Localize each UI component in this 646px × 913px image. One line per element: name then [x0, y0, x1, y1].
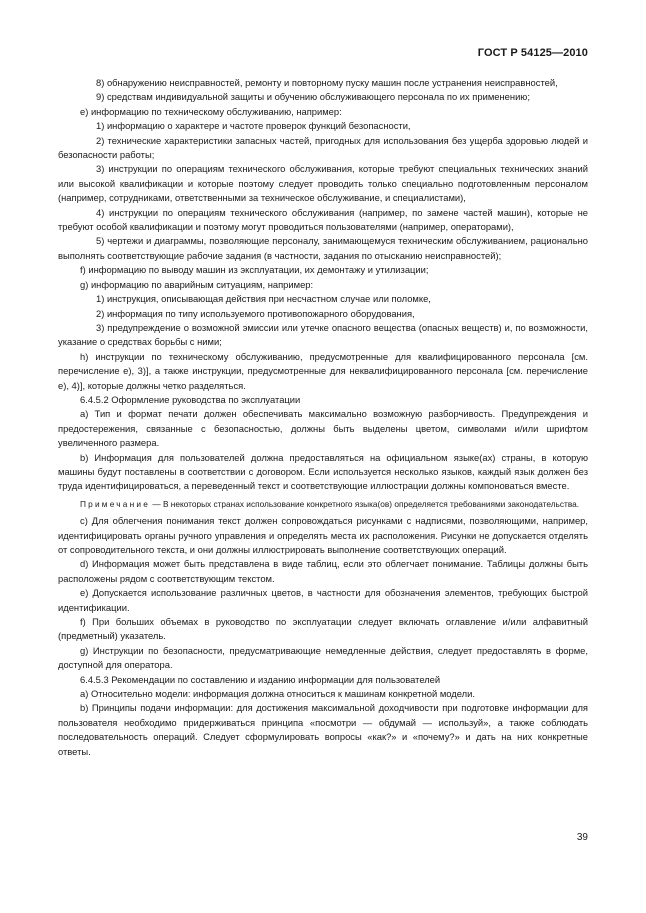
document-code: ГОСТ Р 54125—2010 — [477, 47, 588, 59]
page-number: 39 — [576, 832, 588, 843]
paragraph: c) Для облегчения понимания текст должен сопровождаться рисунками с надписями, позволяющими, например, идентифицировать органы ручного управления и определять места их расположения. Рисунки не допускается отделять от сопроводительного текста, и они должны иллюстрировать выполнение соответствующих операций. — [58, 515, 588, 555]
paragraph: h) инструкции по техническому обслуживанию, предусмотренные для квалифицированного персонала [см. перечисление е), 3)], а также инструкции, предусмотренные для неквалифицированного персонала [см. перечисление е), 4)], которые должны четко разделяться. — [58, 350, 588, 391]
paragraph: 9) средствам индивидуальной защиты и обучению обслуживающего персонала по их применению; — [96, 91, 530, 103]
paragraph: 1) информацию о характере и частоте проверок функций безопасности, — [96, 120, 411, 132]
paragraph: 5) чертежи и диаграммы, позволяющие персоналу, занимающемуся техническим обслуживанием, рационально выполнять соответствующие рабочие задания (в частности, задания по отысканию неисправностей); — [58, 235, 588, 261]
paragraph: g) информацию по аварийным ситуациям, например: — [80, 278, 314, 290]
paragraph: 1) инструкция, описывающая действия при несчастном случае или поломке, — [96, 293, 431, 305]
paragraph: 6.4.5.3 Рекомендации по составлению и изданию информации для пользователей — [80, 673, 441, 685]
paragraph: f) При больших объемах в руководство по эксплуатации следует включать оглавление и/или алфавитный (предметный) указатель. — [58, 616, 588, 642]
paragraph: b) Информация для пользователей должна предоставляться на официальном языке(ах) страны, в которую машины будут поставлены в соответствии с договором. Если используется несколько языков, каждый язык должен без труда идентифицироваться, а переведенный текст и соответствующие иллюстрации должны компоноваться вместе. — [58, 451, 588, 492]
paragraph: 2) технические характеристики запасных частей, пригодных для использования без ущерба здоровью людей и безопасности работы; — [58, 134, 588, 161]
paragraph: 8) обнаружению неисправностей, ремонту и повторному пуску машин после устранения неисправностей, — [96, 77, 558, 88]
paragraph-group-2 — [58, 514, 588, 759]
paragraph: a) Относительно модели: информация должна относиться к машинам конкретной модели. — [80, 688, 475, 700]
paragraph: e) Допускается использование различных цветов, в частности для обозначения элементов, требующих быстрой идентификации. — [58, 587, 588, 613]
paragraph: e) информацию по техническому обслуживанию, например: — [80, 105, 342, 117]
paragraph: d) Информация может быть представлена в виде таблиц, если это облегчает понимание. Таблицы должны быть расположены рядом с соответствующим текстом. — [58, 558, 588, 584]
note — [58, 498, 588, 510]
paragraph-group-1 — [58, 76, 588, 494]
document-body — [58, 76, 588, 759]
paragraph: 3) инструкции по операциям технического обслуживания, которые требуют специальных технических знаний или высокой квалификации и которые поэтому следует проводить только специально подготовленным персоналом (например, сотрудниками, ответственными за техническое обслуживание, и специалистами), — [58, 163, 588, 204]
paragraph: 3) предупреждение о возможной эмиссии или утечке опасного вещества (опасных веществ) и, по возможности, указание о средствах борьбы с ними; — [58, 321, 588, 348]
paragraph: g) Инструкции по безопасности, предусматривающие немедленные действия, следует предоставлять в форме, доступной для оператора. — [58, 644, 588, 671]
paragraph: 6.4.5.2 Оформление руководства по эксплуатации — [80, 393, 301, 405]
paragraph: 4) инструкции по операциям технического обслуживания (например, по замене частей машин), которые не требуют особой квалификации и поэтому могут проводиться пользователями (например, операторами), — [58, 206, 588, 233]
paragraph: 2) информация по типу используемого противопожарного оборудования, — [96, 307, 415, 319]
paragraph: a) Тип и формат печати должен обеспечивать максимально возможную разборчивость. Предупреждения и предостережения, связанные с безопасностью, должны быть выделены цветом, символами и/или шрифтом увеличенного размера. — [58, 408, 588, 449]
note-label: Примечание — [80, 498, 151, 509]
paragraph: f) информацию по выводу машин из эксплуатации, их демонтажу и утилизации; — [80, 264, 429, 276]
paragraph: b) Принципы подачи информации: для достижения максимальной доходчивости при подготовке информации для пользователя необходимо придерживаться принципа «посмотри — обдумай — используй», а также соблюдать последовательность операций. Следует сформулировать вопросы «как?» и «почему?» и дать на них конкретные ответы. — [58, 702, 588, 757]
note-text: — В некоторых странах использование конкретного языка(ов) определяется требованиями законодательства. — [150, 498, 580, 509]
